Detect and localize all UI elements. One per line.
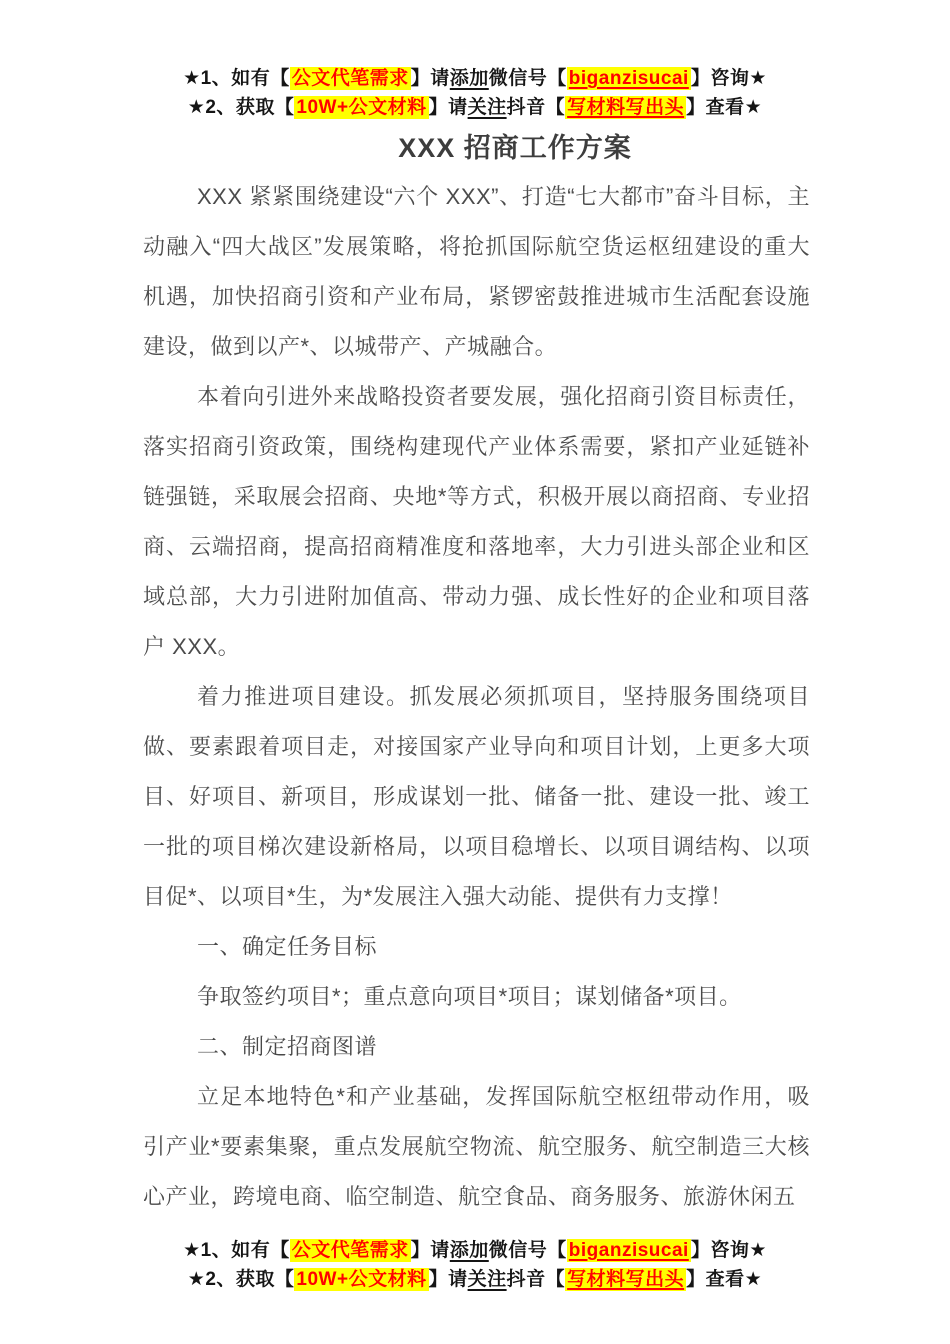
body-paragraph: 本着向引进外来战略投资者要发展，强化招商引资目标责任，落实招商引资政策，围绕构建现代产业体系需要，紧扣产业延链补链强链，采取展会招商、央地*等方式，积极开展以商招商、专业招商、云端招商，提高招商精准度和落地率，大力引进头部企业和区域总部，大力引进附加值高、带动力强、成长性好的企业和项目落户 XXX。	[143, 384, 810, 659]
body-paragraph: 争取签约项目*；重点意向项目*项目；谋划储备*项目。	[197, 984, 742, 1009]
promo-line	[0, 64, 950, 93]
promo-highlight-run: 写材料写出头	[567, 1269, 685, 1290]
promo-line	[0, 93, 950, 122]
promo-text-run: 抖音【	[506, 97, 566, 118]
promo-text-run: 】咨询★	[690, 68, 767, 89]
promo-text-run: 】查看★	[686, 97, 763, 118]
promo-text-run: ★2、获取【	[187, 1269, 295, 1290]
promo-line	[0, 1236, 950, 1265]
promo-text-run: 】请	[410, 68, 450, 89]
document-body	[0, 172, 950, 1222]
promo-highlight-run: biganzisucai	[568, 1240, 689, 1261]
promo-text-run: 】请	[410, 1240, 450, 1261]
promo-text-run: 抖音【	[506, 1269, 566, 1290]
promo-text-run: 添加	[449, 68, 489, 89]
promo-highlight-run: 公文代笔需求	[291, 1240, 409, 1261]
promo-text-run: ★2、获取【	[187, 97, 295, 118]
document-title: XXX 招商工作方案	[398, 133, 632, 163]
body-paragraph: 着力推进项目建设。抓发展必须抓项目，坚持服务围绕项目做、要素跟着项目走，对接国家产业导向和项目计划，上更多大项目、好项目、新项目，形成谋划一批、储备一批、建设一批、竣工一批的项目梯次建设新格局，以项目稳增长、以项目调结构、以项目促*、以项目*生，为*发展注入强大动能、提供有力支撑！	[143, 684, 810, 909]
promo-text-run: 】咨询★	[690, 1240, 767, 1261]
promo-footer	[0, 1222, 950, 1294]
promo-line	[0, 1265, 950, 1294]
promo-text-run: ★1、如有【	[183, 68, 290, 89]
promo-text-run: 添加	[449, 1240, 489, 1261]
promo-text-run: 关注	[467, 1269, 507, 1290]
section-heading: 二、制定招商图谱	[197, 1034, 378, 1059]
promo-text-run: 】请	[428, 97, 468, 118]
promo-highlight-run: 公文代笔需求	[291, 68, 409, 89]
body-paragraph: 立足本地特色*和产业基础，发挥国际航空枢纽带动作用，吸引产业*要素集聚，重点发展航空物流、航空服务、航空制造三大核心产业，跨境电商、临空制造、航空食品、商务服务、旅游休闲五	[143, 1084, 810, 1209]
promo-text-run: 关注	[467, 97, 507, 118]
promo-text-run: 微信号【	[488, 68, 567, 89]
promo-text-run: 】查看★	[686, 1269, 763, 1290]
promo-text-run: 微信号【	[488, 1240, 567, 1261]
promo-highlight-run: 写材料写出头	[567, 97, 685, 118]
promo-highlight-run: 10W+公文材料	[296, 1269, 427, 1290]
promo-text-run: ★1、如有【	[183, 1240, 290, 1261]
promo-header	[0, 0, 950, 122]
promo-highlight-run: 10W+公文材料	[296, 97, 427, 118]
promo-highlight-run: biganzisucai	[568, 68, 689, 89]
section-heading: 一、确定任务目标	[197, 934, 378, 959]
body-paragraph: XXX 紧紧围绕建设“六个 XXX”、打造“七大都市”奋斗目标，主动融入“四大战区”发展策略，将抢抓国际航空货运枢纽建设的重大机遇，加快招商引资和产业布局，紧锣密鼓推进城市生活配套设施建设，做到以产*、以城带产、产城融合。	[143, 184, 810, 359]
promo-text-run: 】请	[428, 1269, 468, 1290]
